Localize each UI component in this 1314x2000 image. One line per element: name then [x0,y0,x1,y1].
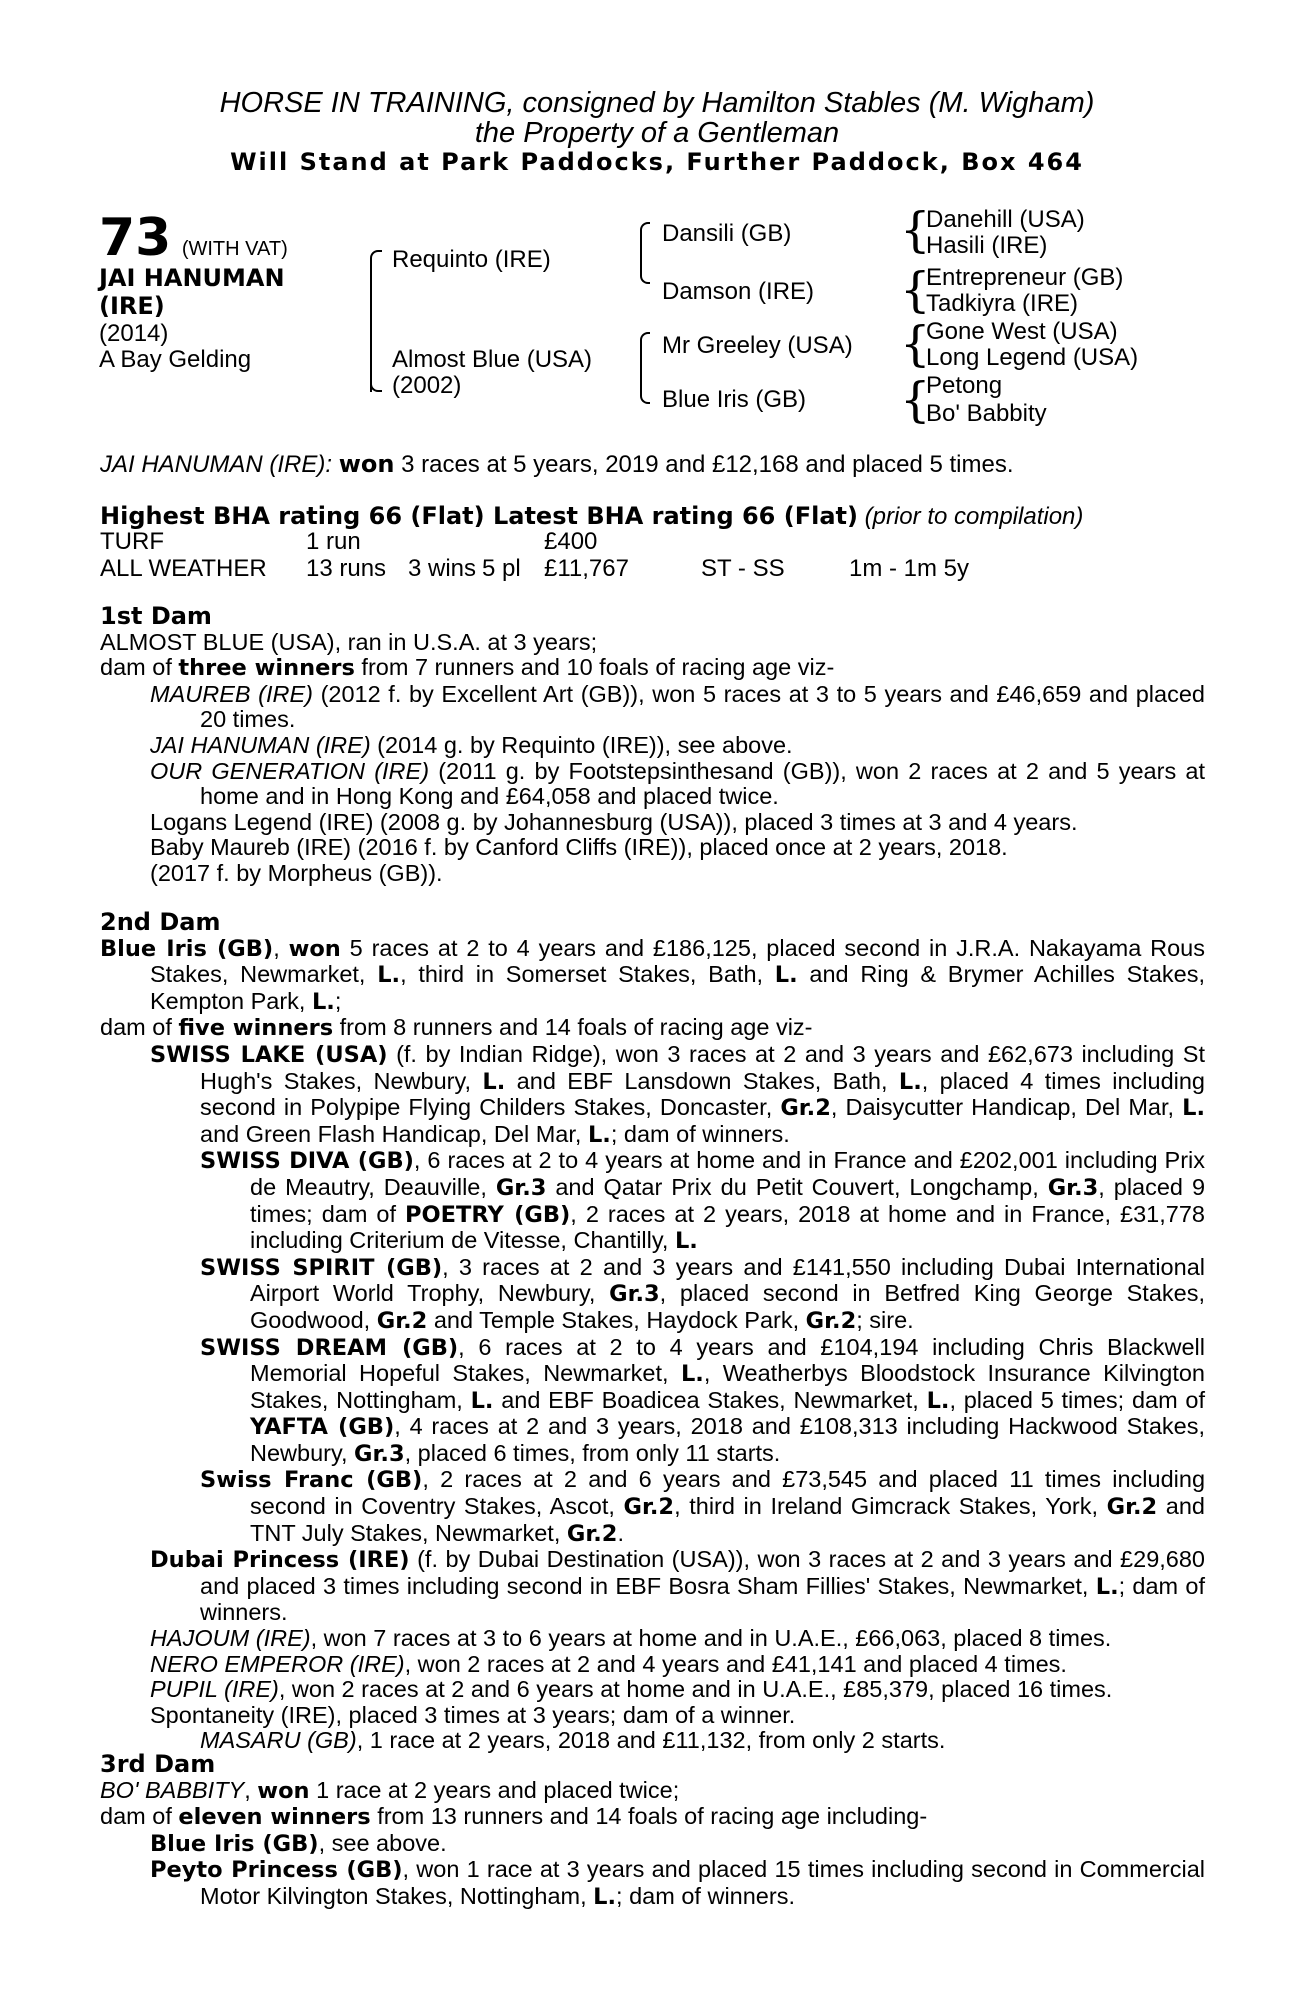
third-dam-heading: 3rd Dam [100,1750,216,1778]
dam-sire: Mr Greeley (USA) [662,332,853,359]
progeny-name: MAUREB (IRE) [150,680,313,707]
summary-horse: JAI HANUMAN (IRE): [100,451,333,478]
second-dam-line [100,936,1205,1016]
table-row [100,555,969,582]
winners-count: eleven winners [178,1804,371,1831]
location-line: Will Stand at Park Paddocks, Further Paddock, Box 464 [230,148,1084,176]
text-span: from 13 runners and 14 foals of racing age including- [370,1803,928,1830]
race-summary [100,452,1014,478]
progeny-name: JAI HANUMAN (IRE) [150,731,371,758]
first-dam-line: ALMOST BLUE (USA), ran in U.S.A. at 3 years; [100,628,598,655]
sire-name: Requinto (IRE) [392,246,551,273]
vat-note: (WITH VAT) [181,238,288,260]
progeny-name: OUR GENERATION (IRE) [150,757,430,784]
progeny-name: SWISS LAKE (USA) [150,1041,388,1068]
list-item [100,1728,1205,1754]
list-item [100,1148,1205,1254]
text-span: and Temple Stakes, Haydock Park, [427,1306,806,1333]
grade: L. [311,988,335,1015]
dds: Petong [926,372,1003,399]
third-dam-progeny-line [100,1804,1205,1831]
grade: Gr.2 [805,1307,857,1334]
property-line: the Property of a Gentleman [474,117,840,149]
text-span: , 6 races at 2 to 4 years at home and in France and £202,001 including Prix de Meautry, Deauville, [250,1147,1205,1200]
dam-year: (2002) [392,372,462,399]
rating-text: Highest BHA rating 66 (Flat) Latest BHA rating 66 (Flat) [100,502,858,530]
text-span: and Ring & Brymer Achilles Stakes, Kempton Park, [150,961,1205,1014]
text-span: , Daisycutter Handicap, Del Mar, [830,1094,1183,1121]
text-span: , placed 9 times; dam of [250,1173,1206,1227]
text-span: , 6 races at 2 to 4 years and £104,194 including Chris Blackwell Memorial Hopeful Stakes, Newmarket, [250,1333,1205,1387]
race-record-table [100,528,969,582]
text-span: ; dam of winners. [200,1572,1206,1626]
grade: L. [674,1228,698,1255]
text-span: , third in Somerset Stakes, Bath, [400,961,775,988]
text-span: , won 7 races at 3 to 6 years at home and in U.A.E., £66,063, placed 8 times. [310,1625,1112,1652]
text-span: (2014 g. by Requinto (IRE)), see above. [370,731,793,758]
record-wins [408,528,482,555]
won-label: won [257,1777,310,1804]
grade: Gr.2 [780,1095,831,1122]
list-item [100,1677,1205,1703]
grade: Gr.3 [609,1281,660,1308]
text-span: ; [334,987,342,1014]
text-span: , placed 6 times, from only 11 starts. [404,1439,781,1466]
pedigree-brace-1: { [900,202,931,258]
record-going [701,528,849,555]
grade: L. [1095,1573,1119,1600]
grade: Gr.3 [1047,1174,1099,1201]
text-span: , see above. [318,1829,447,1856]
text-span: ; sire. [856,1306,914,1333]
text-span: 1 race at 2 years and placed twice; [309,1776,680,1803]
text-span: and Qatar Prix du Petit Couvert, Longchamp, [546,1173,1048,1200]
progeny-name: SWISS DREAM (GB) [200,1334,459,1361]
rating-line [100,502,1083,531]
ssd: Hasili (IRE) [926,232,1048,259]
text-span: from 8 runners and 14 foals of racing age viz- [333,1014,813,1041]
third-dam-line [100,1778,1205,1805]
record-going: ST - SS [701,555,785,582]
second-dam-heading: 2nd Dam [100,908,221,936]
dsd: Long Legend (USA) [926,344,1139,371]
record-wins: 3 wins [408,555,477,582]
list-item [100,1857,1205,1910]
text-span: (f. by Dubai Destination (USA)), won 3 races at 2 and 3 years and £29,680 and placed 3 times including second in EBF Bosra Sham Fillies' Stakes, Newmarket, [200,1546,1205,1599]
record-surface: ALL WEATHER [100,555,267,582]
first-dam-progeny-line [100,655,1205,682]
list-item [100,682,1205,733]
text-span: , placed second in Betfred King George Stakes, Goodwood, [250,1280,1205,1333]
text-span: and EBF Boadicea Stakes, Newmarket, [493,1386,927,1413]
pedigree-brace-2: { [900,262,931,318]
text-span: ; dam of winners. [616,1882,795,1909]
text-span: and Green Flash Handicap, Del Mar, [200,1120,588,1147]
text-span: (2011 g. by Footstepsinthesand (GB)), won 2 races at 2 and 5 years at home and in Hong Kong and £64,058 and placed twice. [200,757,1205,810]
grade: Gr.2 [1106,1494,1158,1521]
text-span: and TNT July Stakes, Newmarket, [250,1493,1205,1546]
pedigree-bracket-gen2-bottom [640,332,650,404]
progeny-name: POETRY (GB) [405,1201,571,1228]
list-item [100,1335,1205,1468]
grade: Gr.2 [376,1307,428,1334]
grade: L. [470,1387,494,1414]
grade: L. [377,962,401,989]
text-span: , [273,934,289,961]
record-money: £11,767 [544,555,629,582]
progeny-name: Swiss Franc (GB) [200,1467,423,1494]
text-span: and EBF Lansdown Stakes, Bath, [505,1067,899,1094]
dam-name: BO' BABBITY [100,1776,245,1803]
text-span: , won 2 races at 2 and 4 years and £41,141 and placed 4 times. [404,1650,1067,1677]
list-item: (2017 f. by Morpheus (GB)). [150,859,443,886]
grade: Gr.2 [623,1494,675,1521]
list-item: Baby Maureb (IRE) (2016 f. by Canford Cliffs (IRE)), placed once at 2 years, 2018. [150,834,1008,861]
grade: Gr.2 [566,1520,618,1547]
list-item [100,733,1205,759]
sss: Danehill (USA) [926,206,1085,233]
lot-number: 73 [99,208,172,268]
pedigree-bracket-dam [370,330,382,392]
won-label: won [288,935,341,962]
record-placed: 5 pl [482,555,521,582]
consignor-line: HORSE IN TRAINING, consigned by Hamilton Stables (M. Wigham) [219,87,1095,119]
text-span: from 7 runners and 10 foals of racing age viz- [354,654,835,681]
dam-name: Blue Iris (GB) [100,935,274,962]
progeny-name: PUPIL (IRE) [150,1676,279,1703]
progeny-name: YAFTA (GB) [250,1414,395,1441]
record-placed [482,528,544,555]
first-dam-section [100,604,1205,887]
progeny-name: SWISS DIVA (GB) [200,1148,414,1175]
sire-sire: Dansili (GB) [662,220,792,247]
sds: Entrepreneur (GB) [926,264,1124,291]
list-item [100,759,1205,810]
text-span: 5 races at 2 to 4 years and £186,125, placed second in J.R.A. Nakayama Rous Stakes, Newmarket, [150,934,1205,988]
list-item [100,1831,1205,1858]
list-item [100,1626,1205,1652]
summary-won: won [338,450,395,478]
rating-note: (prior to compilation) [864,503,1084,530]
summary-text: 3 races at 5 years, 2019 and £12,168 and placed 5 times. [394,451,1014,478]
progeny-name: SWISS SPIRIT (GB) [200,1254,443,1281]
list-item: Spontaneity (IRE), placed 3 times at 3 years; dam of a winner. [150,1701,796,1728]
text-span: , placed 5 times; dam of [949,1386,1206,1413]
progeny-name: Blue Iris (GB) [150,1830,319,1857]
table-row [100,528,969,555]
list-item [100,1547,1205,1626]
list-item [100,1042,1205,1148]
text-span: dam of [100,654,179,681]
text-span: , 2 races at 2 years, 2018 at home and in France, £31,778 including Criterium de Vitesse, Chantilly, [250,1200,1205,1254]
list-item [100,1255,1205,1335]
text-span: ; dam of winners. [610,1120,790,1147]
grade: L. [898,1068,922,1095]
text-span: . [617,1519,624,1546]
second-dam-section [100,910,1205,1754]
text-span: , 3 races at 2 and 3 years and £141,550 including Dubai International Airport World Trophy, Newbury, [250,1253,1205,1307]
text-span: , Weatherbys Bloodstock Insurance Kilvington Stakes, Nottingham, [250,1360,1205,1413]
record-distance: 1m - 1m 5y [849,555,970,582]
list-item [100,1652,1205,1678]
sdd: Tadkiyra (IRE) [926,290,1079,317]
progeny-name: NERO EMPEROR (IRE) [150,1650,405,1677]
text-span: dam of [100,1014,179,1041]
text-span: , 4 races at 2 and 3 years, 2018 and £108,313 including Hackwood Stakes, Newbury, [250,1413,1205,1466]
progeny-name: HAJOUM (IRE) [150,1625,311,1652]
pedigree-brace-4: { [900,372,931,428]
grade: L. [1182,1095,1205,1122]
dam-dam: Blue Iris (GB) [662,386,807,413]
grade: Gr.3 [495,1174,547,1201]
progeny-name: Peyto Princess (GB) [150,1857,403,1884]
ddd: Bo' Babbity [926,400,1047,427]
text-span: dam of [100,1803,179,1830]
record-money: £400 [544,528,598,555]
grade: L. [593,1883,617,1910]
list-item: Logans Legend (IRE) (2008 g. by Johannesburg (USA)), placed 3 times at 3 and 4 years. [150,808,1078,835]
text-span: , won 2 races at 2 and 6 years at home and in U.A.E., £85,379, placed 16 times. [278,1676,1113,1703]
dam-name: Almost Blue (USA) [392,346,593,373]
foaling-year: (2014) [99,320,169,347]
grade: L. [482,1068,506,1095]
record-runs: 13 runs [306,555,387,582]
third-dam-section [100,1752,1205,1911]
pedigree-brace-3: { [900,316,931,372]
record-runs: 1 run [306,528,361,555]
text-span: , third in Ireland Gimcrack Stakes, York, [674,1493,1107,1520]
text-span: , placed 4 times including second in Polypipe Flying Childers Stakes, Doncaster, [200,1067,1206,1121]
horse-description: A Bay Gelding [99,346,252,373]
second-dam-progeny-line [100,1015,1205,1042]
text-span: (2012 f. by Excellent Art (GB)), won 5 races at 3 to 5 years and £46,659 and placed 20 times. [200,680,1205,733]
horse-country: (IRE) [99,292,165,320]
text-span: , [244,1776,258,1803]
dss: Gone West (USA) [926,318,1118,345]
text-span: (f. by Indian Ridge), won 3 races at 2 and 3 years and £62,673 including St Hugh's Stakes, Newbury, [200,1040,1205,1094]
grade: L. [587,1121,611,1148]
text-span: , 2 races at 2 and 6 years and £73,545 and placed 11 times including second in Coventry Stakes, Ascot, [250,1466,1206,1520]
winners-count: three winners [178,655,355,682]
text-span: , won 1 race at 3 years and placed 15 times including second in Commercial Motor Kilvington Stakes, Nottingham, [200,1856,1205,1909]
grade: L. [680,1361,704,1388]
grade: L. [774,962,798,989]
horse-name: JAI HANUMAN [99,264,285,292]
grade: Gr.3 [354,1440,405,1467]
sire-dam: Damson (IRE) [662,278,815,305]
record-distance [849,528,969,555]
grade: L. [926,1387,950,1414]
list-item [100,1467,1205,1547]
pedigree-bracket-gen2-top [640,222,650,284]
lot-block [99,208,288,268]
first-dam-heading: 1st Dam [100,602,212,630]
record-surface: TURF [100,528,164,555]
progeny-name: Dubai Princess (IRE) [150,1547,410,1574]
winners-count: five winners [178,1015,334,1042]
text-span: , 1 race at 2 years, 2018 and £11,132, from only 2 starts. [356,1727,946,1754]
progeny-name: MASARU (GB) [200,1727,357,1754]
